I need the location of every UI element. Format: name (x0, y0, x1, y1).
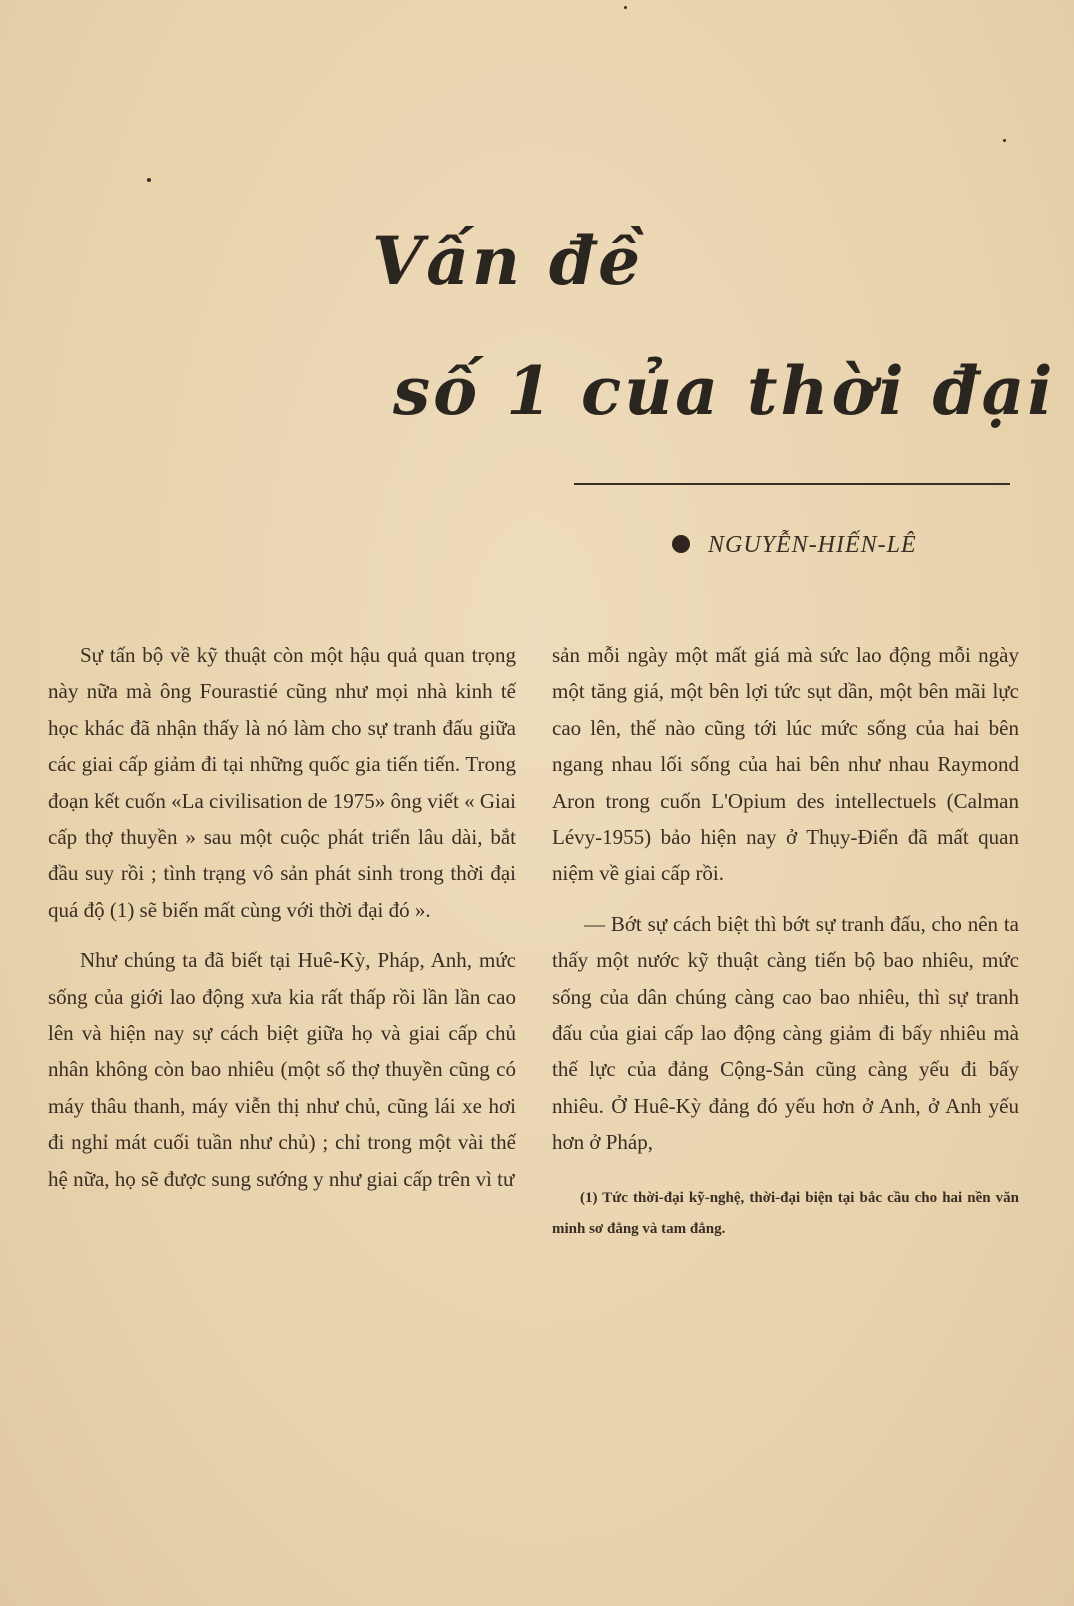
paper-speck (147, 178, 151, 182)
paragraph: sản mỗi ngày một mất giá mà sức lao động mỗi ngày một tăng giá, một bên lợi tức sụt dần, một bên mãi lực cao lên, thế nào cũng tới lúc mức sống của hai bên ngang nhau lối sống của hai bên như nhau Raymond Aron trong cuốn L'Opium des intellectuels (Calman Lévy-1955) bảo hiện nay ở Thụy-Điển đã mất quan niệm về giai cấp rồi. (552, 643, 1019, 886)
title-line-2: số 1 của thời đại (393, 352, 1056, 430)
byline (672, 532, 917, 559)
paper-speck (624, 6, 627, 9)
author-name: NGUYỄN-HIẾN-LÊ (708, 532, 917, 558)
left-column (48, 637, 516, 1197)
paragraph: — Bớt sự cách biệt thì bớt sự tranh đấu, cho nên ta thấy một nước kỹ thuật càng tiến bộ bao nhiêu, mức sống của dân chúng càng cao bao nhiêu, thì sự tranh đấu của giai cấp lao động càng giảm đi bấy nhiêu mà thế lực của đảng Cộng-Sản cũng càng yếu đi bấy nhiêu. Ở Huê-Kỳ đảng đó yếu hơn ở Anh, ở Anh yếu hơn ở Pháp, (552, 911, 1019, 1155)
paragraph: Như chúng ta đã biết tại Huê-Kỳ, Pháp, Anh, mức sống của giới lao động xưa kia rất thấp rồi lần lần cao lên và hiện nay sự cách biệt giữa họ và giai cấp chủ nhân không còn bao nhiêu (một số thợ thuyền cũng có máy thâu thanh, máy viễn thị như chủ, cũng lái xe hơi đi nghỉ mát cuối tuần như chủ) ; chỉ trong một vài thế hệ nữa, họ sẽ được sung sướng y như giai cấp trên vì tư (48, 948, 516, 1191)
bullet-icon (672, 535, 690, 553)
footnote: (1) Tức thời-đại kỹ-nghệ, thời-đại biện tại bắc cầu cho hai nền văn minh sơ đẳng và tam đẳng. (552, 1189, 1019, 1237)
paragraph: Sự tấn bộ về kỹ thuật còn một hậu quả quan trọng này nữa mà ông Fourastié cũng như mọi nhà kinh tế học khác đã nhận thấy là nó làm cho sự tranh đấu giữa các giai cấp giảm đi tại những quốc gia tiến tiến. Trong đoạn kết cuốn «La civilisation de 1975» ông viết « Giai cấp thợ thuyền » sau một cuộc phát triển lâu dài, bắt đầu suy rồi ; tình trạng vô sản phát sinh trong thời đại quá độ (1) sẽ biến mất cùng với thời đại đó ». (48, 643, 516, 922)
paper-speck (1003, 139, 1006, 142)
title-divider (574, 483, 1010, 485)
right-column (552, 637, 1019, 1245)
title-line-1: Vấn đề (372, 222, 644, 300)
